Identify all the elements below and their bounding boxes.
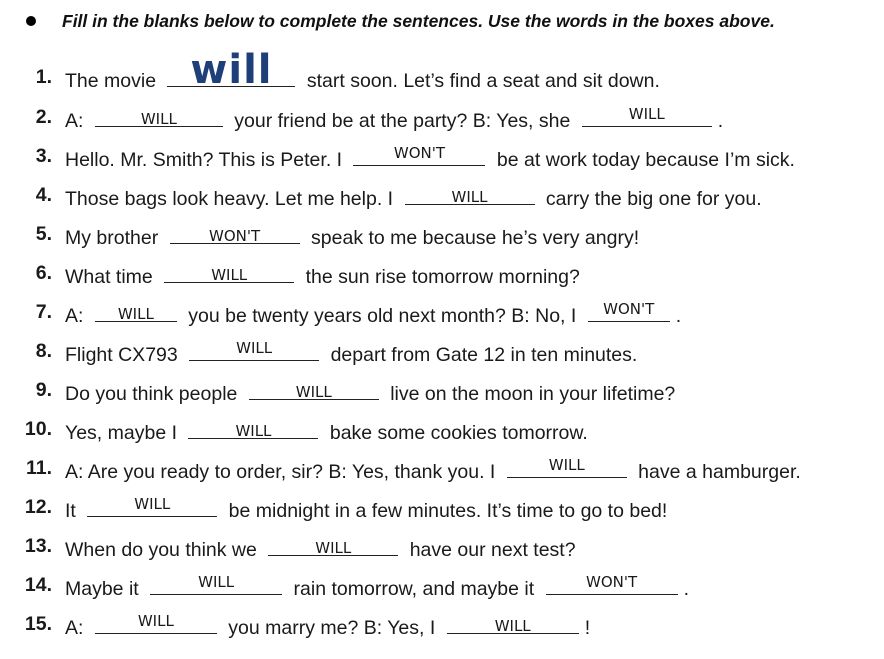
sentence-fragment: Do you think people bbox=[65, 383, 243, 405]
item-number: 13. bbox=[24, 535, 52, 557]
answer-blank[interactable] bbox=[507, 457, 627, 478]
item-number: 12. bbox=[24, 496, 52, 518]
sentence-line bbox=[0, 219, 884, 249]
answer-blank[interactable] bbox=[95, 301, 177, 322]
sentence-line bbox=[0, 609, 884, 639]
sentence-line bbox=[0, 492, 884, 522]
answer-text: WILL bbox=[117, 305, 154, 323]
answer-blank[interactable] bbox=[268, 535, 398, 556]
answer-text: WILL bbox=[628, 105, 665, 123]
item-number: 10. bbox=[24, 418, 52, 440]
sentence-fragment: ! bbox=[584, 617, 591, 639]
sentence-fragment: It bbox=[65, 500, 82, 522]
sentence-line bbox=[0, 570, 884, 600]
answer-blank[interactable] bbox=[95, 106, 223, 127]
sentence-fragment: A: bbox=[65, 110, 89, 132]
answer-blank[interactable] bbox=[546, 574, 678, 595]
sentence-fragment: When do you think we bbox=[65, 539, 263, 561]
sentence-fragment: A: bbox=[65, 617, 89, 639]
sentence-fragment: . bbox=[683, 578, 689, 600]
answer-text: WILL bbox=[315, 539, 352, 557]
sentence-text bbox=[65, 535, 576, 562]
answer-text: WILL bbox=[134, 495, 171, 513]
sentence-text bbox=[65, 340, 637, 367]
sentence-text bbox=[65, 262, 580, 289]
item-number: 6. bbox=[35, 262, 52, 284]
sentence-fragment: . bbox=[675, 305, 682, 327]
sentence-line bbox=[0, 180, 884, 210]
sentence-fragment: Flight CX793 bbox=[65, 344, 184, 366]
sentence-fragment: have our next test? bbox=[404, 539, 576, 561]
item-number: 5. bbox=[35, 223, 52, 245]
sentence-line bbox=[0, 375, 884, 405]
answer-text: WILL bbox=[235, 422, 272, 440]
sentence-fragment: you be twenty years old next month? B: No, I bbox=[182, 305, 582, 327]
sentence-line bbox=[0, 414, 884, 444]
answer-text: WON'T bbox=[209, 227, 261, 245]
sentence-text bbox=[65, 145, 795, 172]
bullet-icon bbox=[26, 16, 36, 26]
answer-text: WILL bbox=[236, 339, 273, 357]
sentence-text bbox=[65, 223, 639, 250]
sentence-fragment: carry the big one for you. bbox=[540, 188, 762, 210]
answer-blank[interactable] bbox=[353, 145, 485, 166]
sentence-fragment: rain tomorrow, and maybe it bbox=[288, 578, 540, 600]
answer-text: WON'T bbox=[603, 300, 655, 318]
sentence-fragment: My brother bbox=[65, 227, 164, 249]
answer-blank[interactable] bbox=[170, 223, 300, 244]
answer-text: WON'T bbox=[393, 144, 446, 162]
sentence-line bbox=[0, 141, 884, 171]
answer-text: WILL bbox=[211, 266, 248, 284]
item-number: 3. bbox=[35, 145, 52, 167]
item-number: 4. bbox=[35, 184, 52, 206]
item-number: 9. bbox=[35, 379, 52, 401]
answer-blank[interactable] bbox=[150, 574, 282, 595]
answer-blank[interactable] bbox=[249, 379, 379, 400]
sentence-line bbox=[0, 336, 884, 366]
sentence-fragment: The movie bbox=[65, 70, 162, 92]
item-number: 11. bbox=[25, 457, 52, 479]
answer-text: WILL bbox=[137, 612, 174, 630]
answer-blank[interactable] bbox=[164, 262, 294, 283]
sentence-text bbox=[65, 496, 667, 523]
sentence-fragment: bake some cookies tomorrow. bbox=[324, 422, 588, 444]
item-number: 15. bbox=[24, 613, 52, 635]
instructions bbox=[26, 8, 775, 34]
sentence-fragment: Maybe it bbox=[65, 578, 145, 600]
sentence-fragment: live on the moon in your lifetime? bbox=[384, 383, 676, 405]
sentence-text bbox=[65, 613, 590, 640]
handwritten-answer: will bbox=[190, 47, 273, 93]
sentence-fragment: have a hamburger. bbox=[632, 461, 801, 483]
answer-blank[interactable] bbox=[588, 301, 670, 322]
sentence-text bbox=[65, 301, 681, 328]
sentence-line bbox=[0, 258, 884, 288]
sentence-fragment: What time bbox=[65, 266, 159, 288]
answer-blank[interactable] bbox=[405, 184, 535, 205]
sentence-fragment: A: bbox=[65, 305, 89, 327]
sentence-fragment: speak to me because he’s very angry! bbox=[305, 227, 640, 249]
sentence-fragment: Hello. Mr. Smith? This is Peter. I bbox=[65, 149, 348, 171]
item-number: 7. bbox=[35, 301, 52, 323]
sentence-fragment: Those bags look heavy. Let me help. I bbox=[65, 188, 399, 210]
sentence-text bbox=[65, 418, 588, 445]
sentence-fragment: be at work today because I’m sick. bbox=[491, 149, 795, 171]
answer-text: WILL bbox=[494, 617, 531, 635]
sentence-fragment: the sun rise tomorrow morning? bbox=[300, 266, 580, 288]
item-number: 2. bbox=[35, 106, 52, 128]
answer-blank[interactable] bbox=[189, 340, 319, 361]
sentence-text bbox=[65, 574, 689, 601]
sentence-fragment: be midnight in a few minutes. It’s time to go to bed! bbox=[223, 500, 668, 522]
sentence-line bbox=[0, 102, 884, 132]
item-number: 8. bbox=[35, 340, 52, 362]
item-number: 14. bbox=[24, 574, 52, 596]
answer-text: WILL bbox=[548, 456, 585, 474]
sentence-text bbox=[65, 106, 723, 133]
answer-blank[interactable] bbox=[95, 613, 217, 634]
sentence-fragment: A: Are you ready to order, sir? B: Yes, thank you. I bbox=[65, 461, 501, 483]
sentence-text bbox=[65, 47, 660, 93]
answer-text: WILL bbox=[140, 110, 177, 128]
sentence-fragment: Yes, maybe I bbox=[65, 422, 183, 444]
sentence-line bbox=[0, 47, 884, 93]
sentence-line bbox=[0, 297, 884, 327]
answer-text: WILL bbox=[198, 573, 235, 591]
sentence-fragment: your friend be at the party? B: Yes, she bbox=[228, 110, 576, 132]
answer-blank[interactable] bbox=[167, 47, 295, 93]
answer-blank[interactable] bbox=[447, 613, 579, 634]
instruction-text: Fill in the blanks below to complete the sentences. Use the words in the boxes above. bbox=[62, 10, 775, 31]
sentence-fragment: . bbox=[717, 110, 724, 132]
sentence-text bbox=[65, 457, 801, 484]
answer-text: WILL bbox=[451, 188, 488, 206]
answer-text: WON'T bbox=[586, 573, 638, 591]
sentence-text bbox=[65, 184, 762, 211]
answer-blank[interactable] bbox=[582, 106, 712, 127]
answer-blank[interactable] bbox=[188, 418, 318, 439]
sentence-fragment: start soon. Let’s find a seat and sit down. bbox=[301, 70, 660, 92]
item-number: 1. bbox=[35, 66, 52, 88]
sentence-line bbox=[0, 531, 884, 561]
sentence-fragment: depart from Gate 12 in ten minutes. bbox=[325, 344, 638, 366]
sentence-text bbox=[65, 379, 675, 406]
sentence-fragment: you marry me? B: Yes, I bbox=[222, 617, 441, 639]
answer-blank[interactable] bbox=[87, 496, 217, 517]
answer-text: WILL bbox=[295, 383, 332, 401]
sentence-line bbox=[0, 453, 884, 483]
